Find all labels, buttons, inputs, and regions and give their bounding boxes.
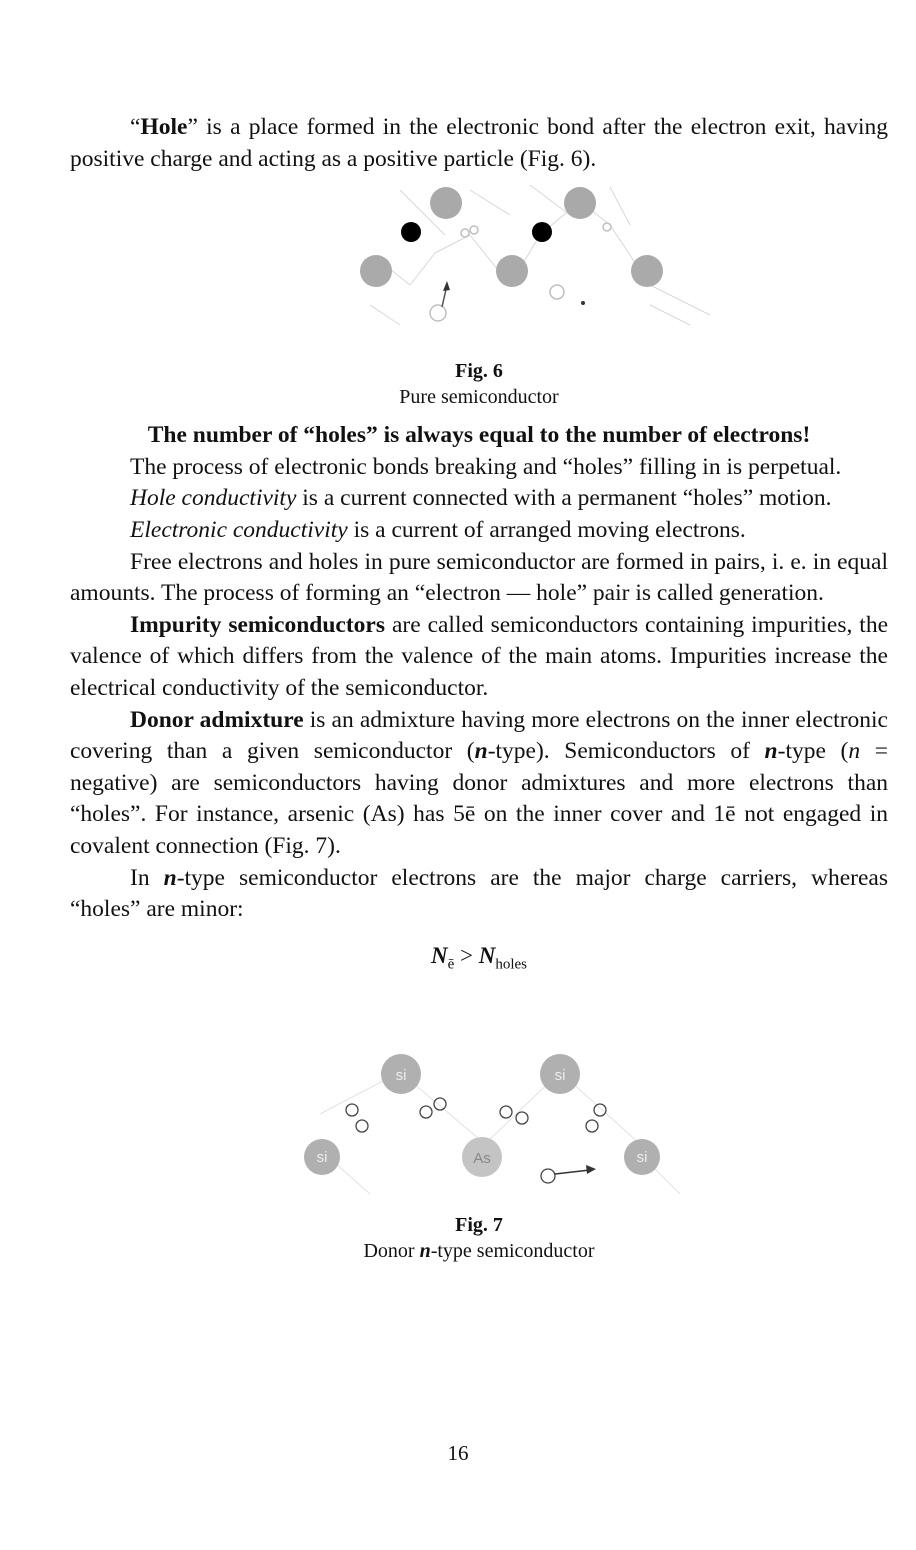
formula-greater-than: >: [454, 942, 479, 968]
n-symbol: n: [848, 738, 861, 765]
atom-top-left: [430, 187, 462, 219]
free-electron-dot: [581, 301, 585, 305]
formula-n-electrons: N: [430, 942, 448, 968]
paragraph-major-carriers: [70, 863, 888, 926]
n-symbol: n: [764, 738, 778, 765]
paragraph-impurity-semiconductors: [70, 610, 888, 705]
bond-lines: [320, 1072, 680, 1194]
formula-sub-electrons: ē: [447, 956, 455, 973]
term-hole: Hole: [140, 114, 188, 140]
impurity-text: are called semiconductors containing impurities, the valence of which differs from the valence of the main atoms. Impurities increase the electrical conductivity of the semiconductor.: [70, 611, 888, 701]
fig7-caption: [70, 1238, 888, 1264]
hole-definition-text: ” is a place formed in the electronic bond after the electron exit, having positive charge and acting as a positive particle (Fig. 6).: [70, 114, 888, 172]
donor-text-2: -type). Semiconductors of: [487, 738, 765, 765]
fig6-caption: Pure semiconductor: [399, 386, 559, 409]
fig6-title: Fig. 6: [455, 360, 503, 383]
paragraph-hole-definition: [70, 112, 888, 175]
free-electron-arrow: [541, 1165, 596, 1183]
atom-si-label: si: [316, 1149, 328, 1167]
page-number: 16: [447, 1441, 469, 1465]
carrier-formula: [70, 940, 888, 981]
electronic-conductivity-text: is a current of arranged moving electrons.: [347, 516, 746, 543]
term-hole-conductivity: Hole conductivity: [130, 485, 297, 512]
formula-n-holes: N: [478, 942, 496, 968]
donor-semiconductor-diagram: [70, 994, 888, 1212]
paragraph-electronic-conductivity: [70, 515, 888, 547]
atom-bottom-right: [631, 255, 663, 287]
donor-text-4: = negative) are semiconductors having donor admixtures and more electrons than “holes”. For instance, arsenic (As) has 5ē on the inner cover and 1ē not engaged in covalent connection (Fig. 7).: [70, 738, 888, 859]
atom-as-label: As: [473, 1150, 491, 1168]
electron-left: [401, 222, 421, 242]
formula-sub-holes: holes: [495, 956, 528, 973]
donor-text-1: is an admixture having more electrons on the inner electronic covering than a given semiconductor (: [70, 706, 888, 765]
figure-7: [70, 994, 888, 1212]
n-symbol: n: [163, 864, 177, 891]
atom-bottom-left: [360, 255, 392, 287]
quote-open: “: [130, 114, 141, 140]
carriers-text-2: -type semiconductor electrons are the major charge carriers, whereas “holes” are minor:: [70, 864, 888, 923]
atom-top-right: [564, 187, 596, 219]
atom-si-label: si: [395, 1067, 407, 1085]
paragraph-donor-admixture: [70, 705, 888, 863]
atom-si-label: si: [636, 1149, 648, 1167]
pure-semiconductor-diagram: [70, 175, 888, 358]
page-content: [70, 112, 888, 1264]
fig7-title: Fig. 7: [455, 1214, 503, 1237]
term-impurity-semiconductors: Impurity semiconductors: [130, 611, 385, 638]
n-symbol: n: [419, 1240, 431, 1263]
generation-arrow: [442, 281, 450, 307]
donor-text-3: -type (: [777, 738, 849, 765]
figure-6: [70, 175, 888, 358]
term-donor-admixture: Donor admixture: [130, 706, 304, 733]
paragraph-perpetual-process: The process of electronic bonds breaking and “holes” filling in is perpetual.: [130, 453, 842, 480]
term-electronic-conductivity: Electronic conductivity: [130, 516, 348, 543]
electron-pairs: [346, 1098, 606, 1132]
bold-statement: The number of “holes” is always equal to the number of electrons!: [147, 422, 811, 449]
bond-lines: [370, 185, 710, 325]
n-symbol: n: [474, 738, 488, 765]
fig7-caption-post: -type semiconductor: [430, 1240, 595, 1263]
atom-si-label: si: [554, 1067, 566, 1085]
carriers-text-1: In: [130, 864, 164, 891]
paragraph-hole-conductivity: [70, 483, 888, 515]
atom-bottom-middle: [496, 255, 528, 287]
fig7-caption-pre: Donor: [363, 1240, 420, 1263]
hole-conductivity-text: is a current connected with a permanent “holes” motion.: [296, 485, 832, 512]
electron-right: [532, 222, 552, 242]
paragraph-generation: Free electrons and holes in pure semiconductor are formed in pairs, i. e. in equal amounts. The process of forming an “electron — hole” pair is called generation.: [70, 548, 888, 607]
